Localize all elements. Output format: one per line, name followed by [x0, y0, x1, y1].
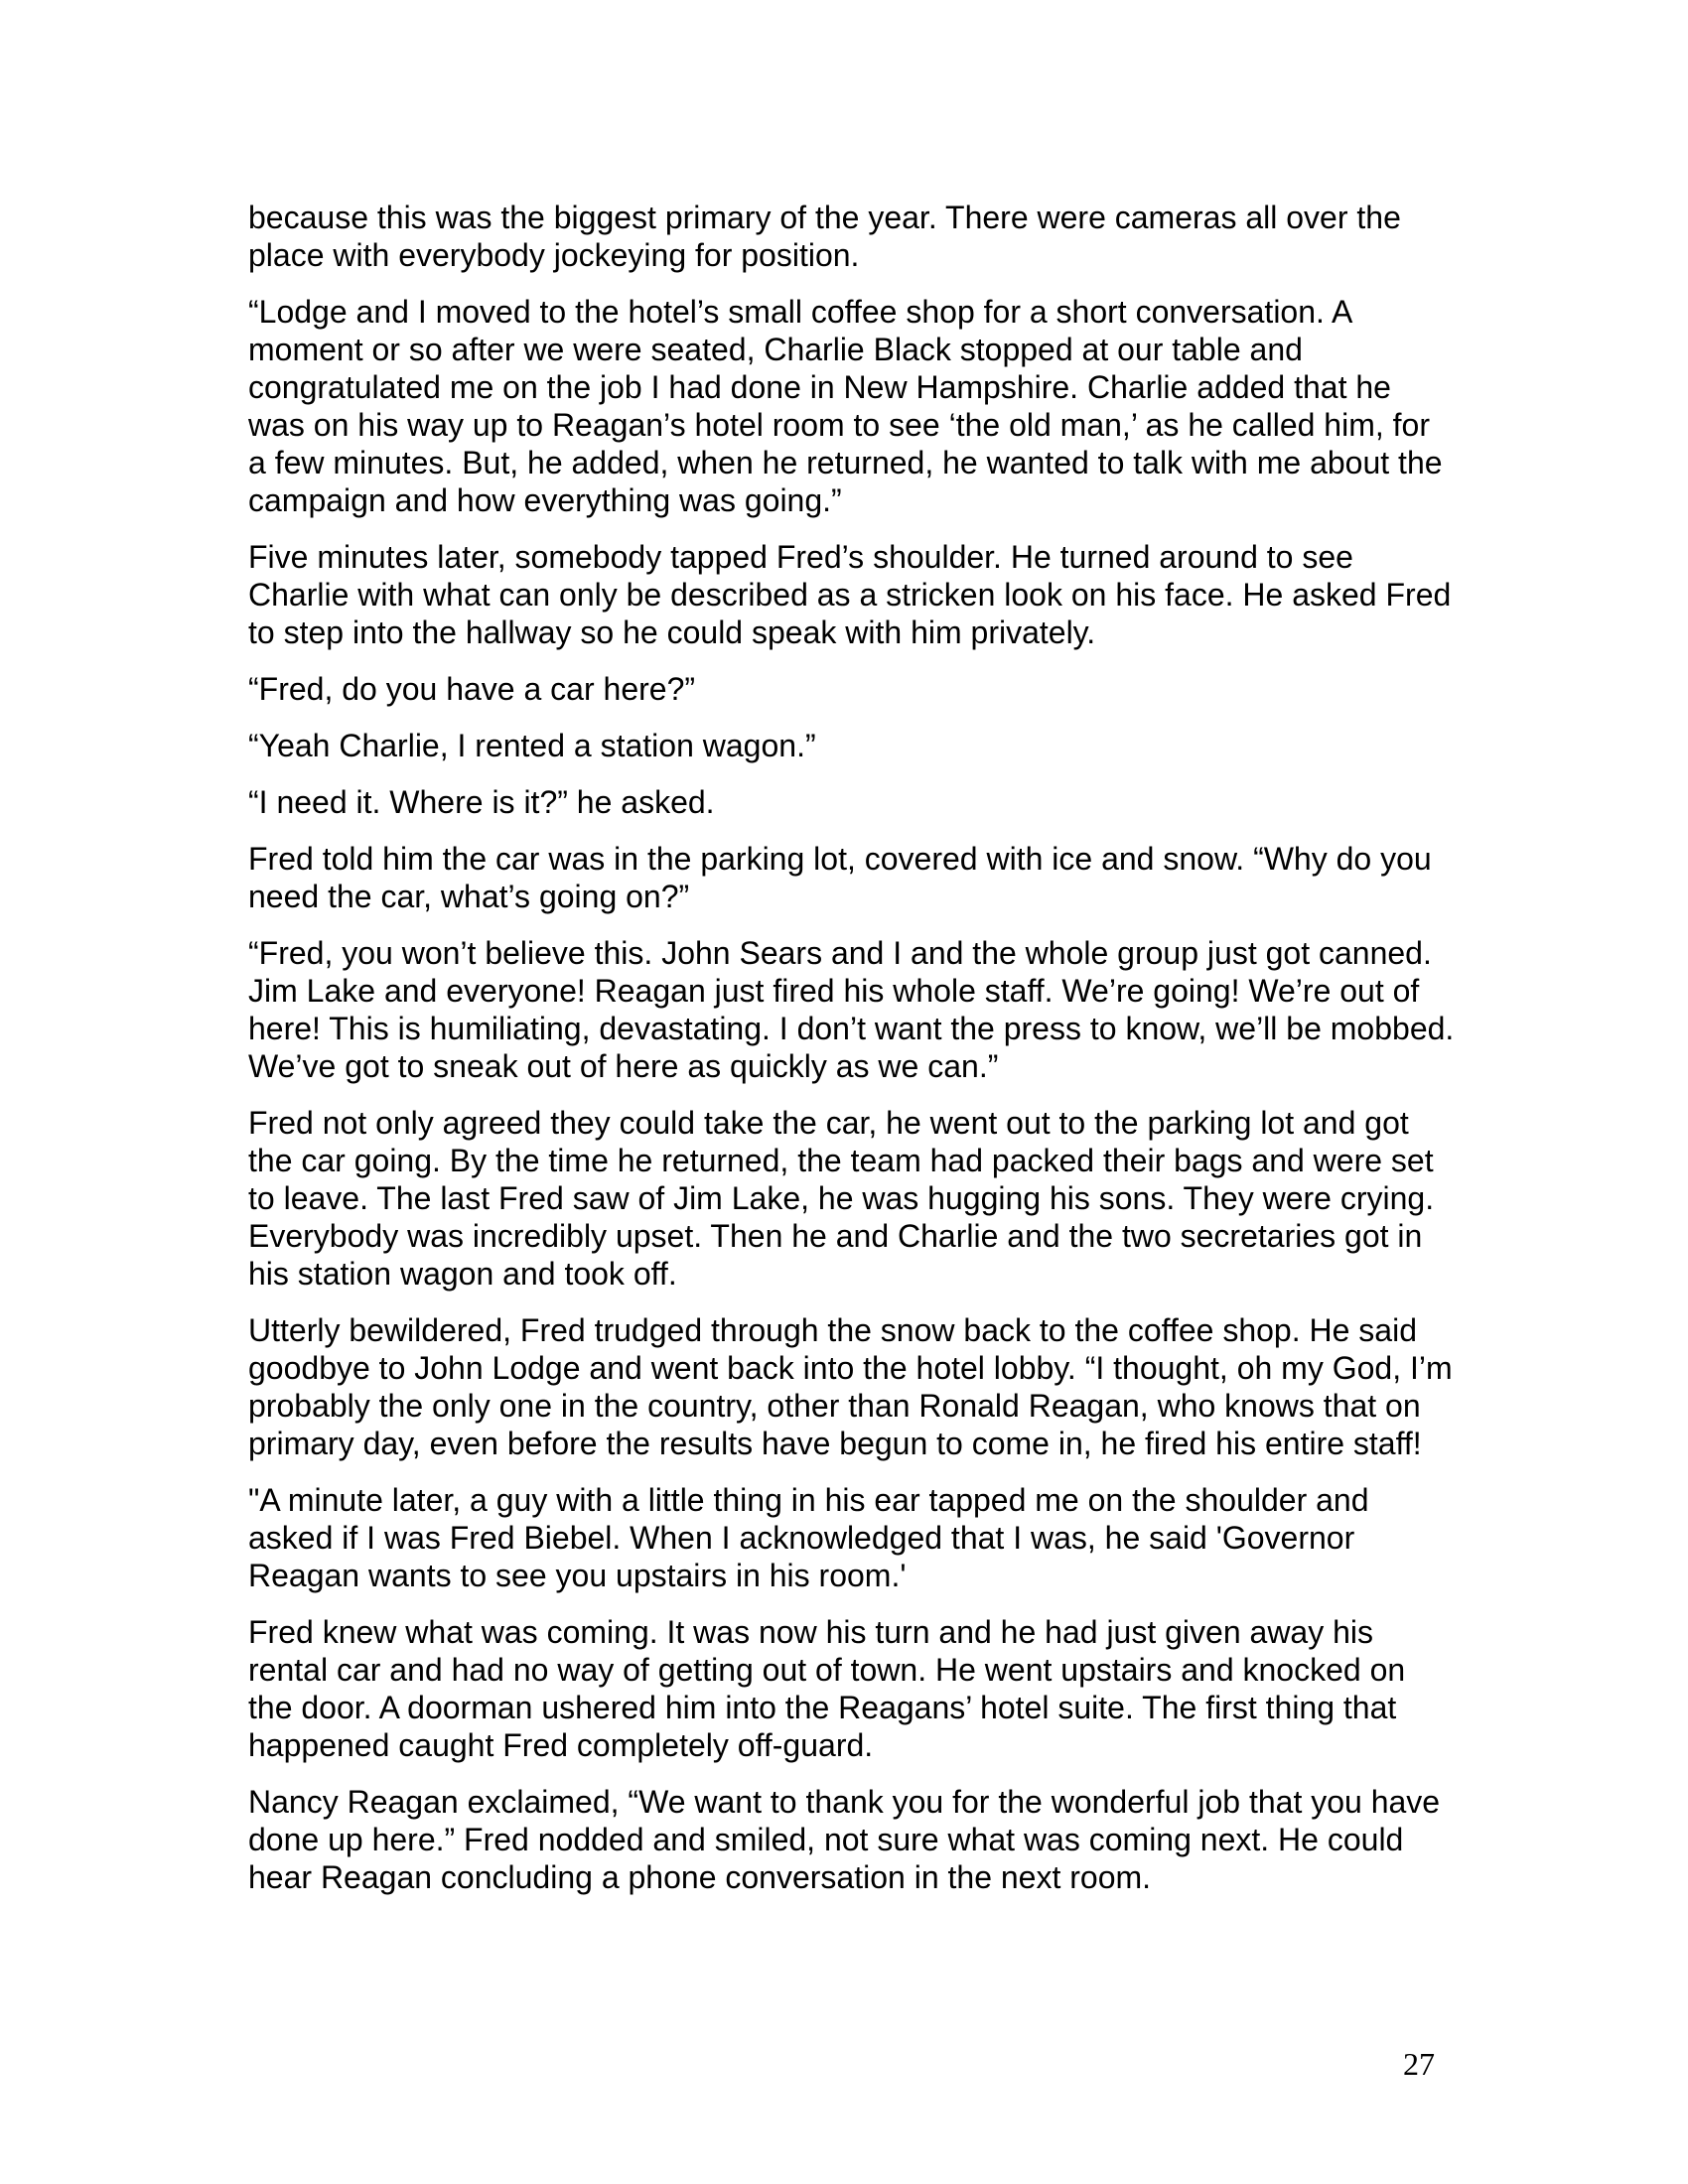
paragraph: Utterly bewildered, Fred trudged through the snow back to the coffee shop. He said goodbye to John Lodge and went back into the hotel lobby. “I thought, oh my God, I’m probably the only one in the country, other than Ronald Reagan, who knows that on primary day, even before the results have begun to come in, he fired his entire staff!	[248, 1312, 1453, 1461]
paragraph: Nancy Reagan exclaimed, “We want to thank you for the wonderful job that you have done up here.” Fred nodded and smiled, not sure what was coming next. He could hear Reagan concluding a phone conversation in the next room.	[248, 1784, 1441, 1895]
paragraph: “Fred, do you have a car here?”	[248, 671, 696, 707]
paragraph: Fred knew what was coming. It was now his turn and he had just given away his rental car and had no way of getting out of town. He went upstairs and knocked on the door. A doorman ushered him into the Reagans’ hotel suite. The first thing that happened caught Fred completely off-guard.	[248, 1614, 1406, 1763]
body-text	[248, 199, 1455, 1915]
paragraph: “Yeah Charlie, I rented a station wagon.”	[248, 728, 816, 763]
paragraph: Five minutes later, somebody tapped Fred’s shoulder. He turned around to see Charlie with what can only be described as a stricken look on his face. He asked Fred to step into the hallway so he could speak with him privately.	[248, 539, 1452, 650]
paragraph: because this was the biggest primary of the year. There were cameras all over the place with everybody jockeying for position.	[248, 200, 1401, 273]
paragraph: “I need it. Where is it?” he asked.	[248, 784, 715, 820]
paragraph: “Lodge and I moved to the hotel’s small coffee shop for a short conversation. A moment or so after we were seated, Charlie Black stopped at our table and congratulated me on the job I had done in New Hampshire. Charlie added that he was on his way up to Reagan’s hotel room to see ‘the old man,’ as he called him, for a few minutes. But, he added, when he returned, he wanted to talk with me about the campaign and how everything was going.”	[248, 294, 1443, 518]
paragraph: Fred not only agreed they could take the car, he went out to the parking lot and got the car going. By the time he returned, the team had packed their bags and were set to leave. The last Fred saw of Jim Lake, he was hugging his sons. They were crying. Everybody was incredibly upset. Then he and Charlie and the two secretaries got in his station wagon and took off.	[248, 1105, 1435, 1292]
paragraph: Fred told him the car was in the parking lot, covered with ice and snow. “Why do you need the car, what’s going on?”	[248, 841, 1432, 914]
paragraph: "A minute later, a guy with a little thing in his ear tapped me on the shoulder and asked if I was Fred Biebel. When I acknowledged that I was, he said 'Governor Reagan wants to see you upstairs in his room.'	[248, 1482, 1369, 1593]
paragraph: “Fred, you won’t believe this. John Sears and I and the whole group just got canned. Jim Lake and everyone! Reagan just fired his whole staff. We’re going! We’re out of here! This is humiliating, devastating. I don’t want the press to know, we’ll be mobbed. We’ve got to sneak out of here as quickly as we can.”	[248, 935, 1455, 1084]
page-number: 27	[1403, 2046, 1435, 2082]
